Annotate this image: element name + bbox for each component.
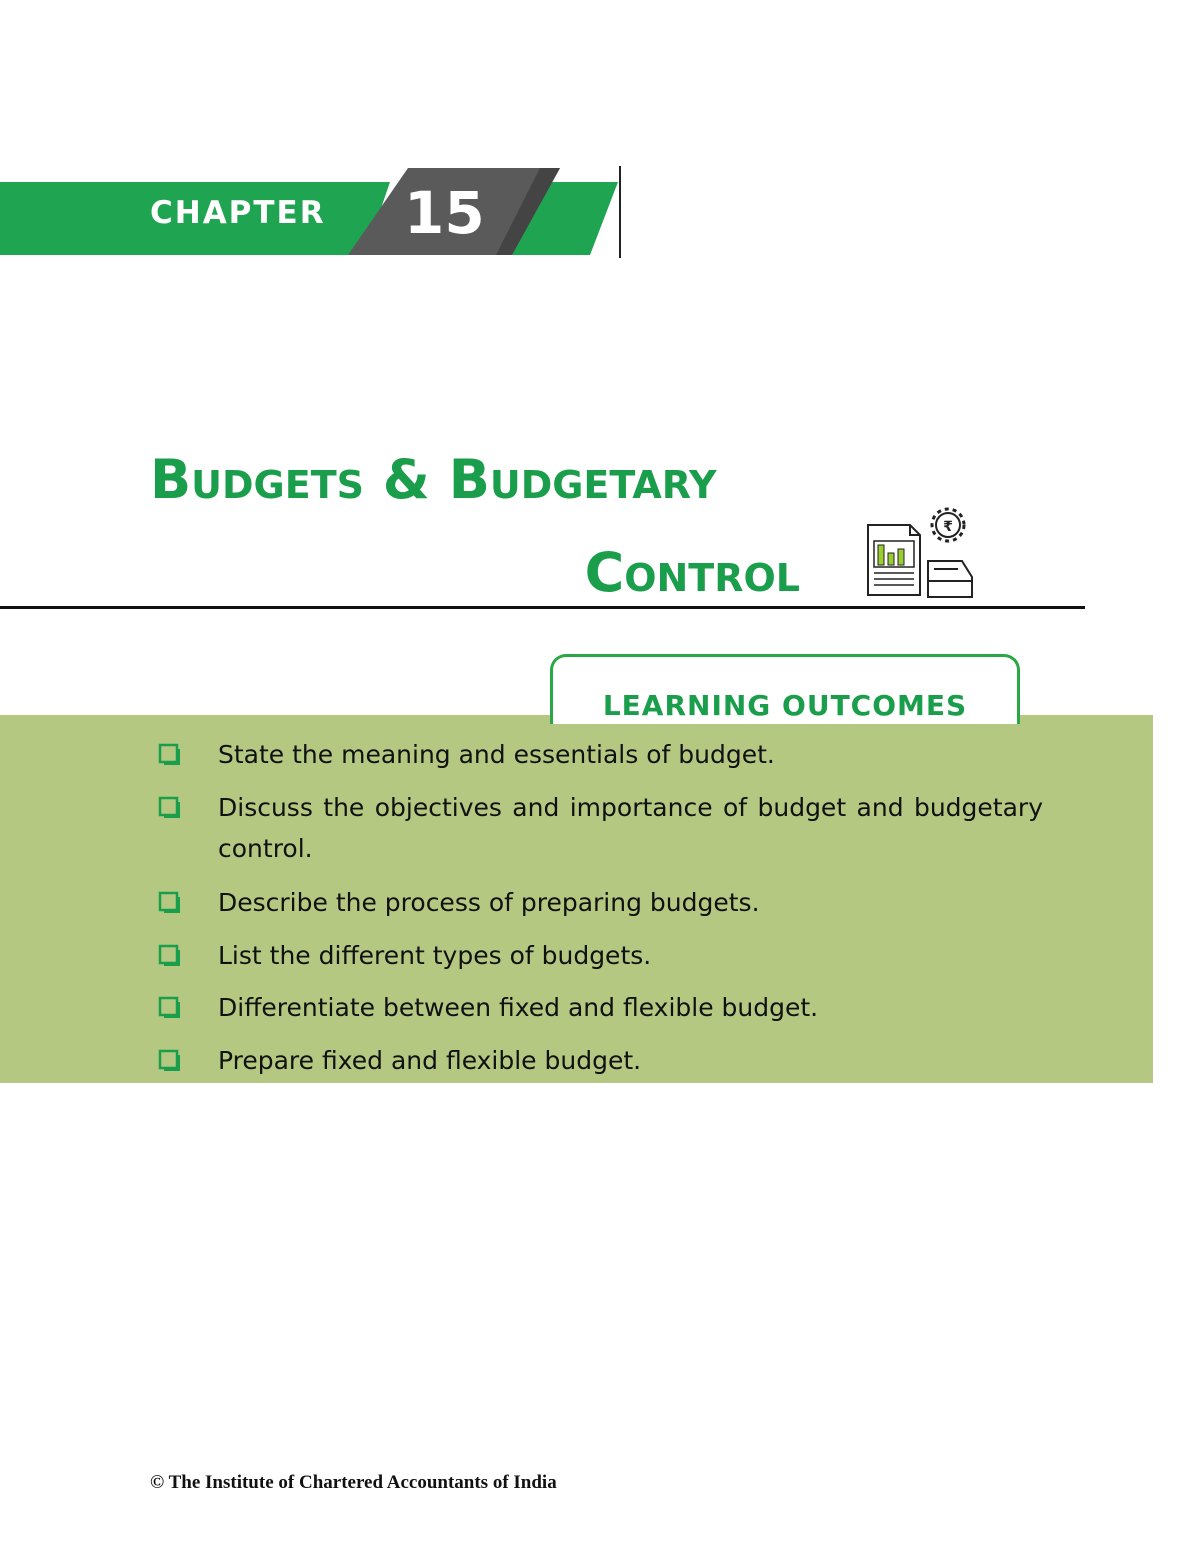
outcome-text: Describe the process of preparing budgets.: [218, 888, 760, 917]
checkbox-bullet-icon: [158, 891, 180, 913]
learning-outcomes-heading: LEARNING OUTCOMES: [602, 689, 968, 722]
budget-report-icon: [862, 505, 980, 600]
checkbox-bullet-icon: [158, 996, 180, 1018]
outcome-text: List the different types of budgets.: [218, 941, 652, 970]
chapter-label: CHAPTER: [150, 195, 326, 231]
outcome-text: Prepare fixed and flexible budget.: [218, 1046, 642, 1075]
title-divider: [0, 606, 1085, 609]
chapter-number: 15: [404, 179, 485, 247]
checkbox-bullet-icon: [158, 743, 180, 765]
chapter-title-line1: Budgets & Budgetary: [150, 448, 717, 511]
svg-text:₹: ₹: [943, 519, 953, 535]
outcome-text: Discuss the objectives and importance of budget and budgetary control.: [218, 793, 1043, 863]
outcome-text: Differentiate between fixed and flexible budget.: [218, 993, 819, 1022]
outcome-text: State the meaning and essentials of budget.: [218, 740, 775, 769]
checkbox-bullet-icon: [158, 796, 180, 818]
checkbox-bullet-icon: [158, 1049, 180, 1071]
checkbox-bullet-icon: [158, 944, 180, 966]
learning-outcomes-panel: [0, 715, 1153, 1083]
copyright-footer: © The Institute of Chartered Accountants of India: [150, 1472, 557, 1493]
chapter-title-line2: Control: [584, 541, 800, 604]
